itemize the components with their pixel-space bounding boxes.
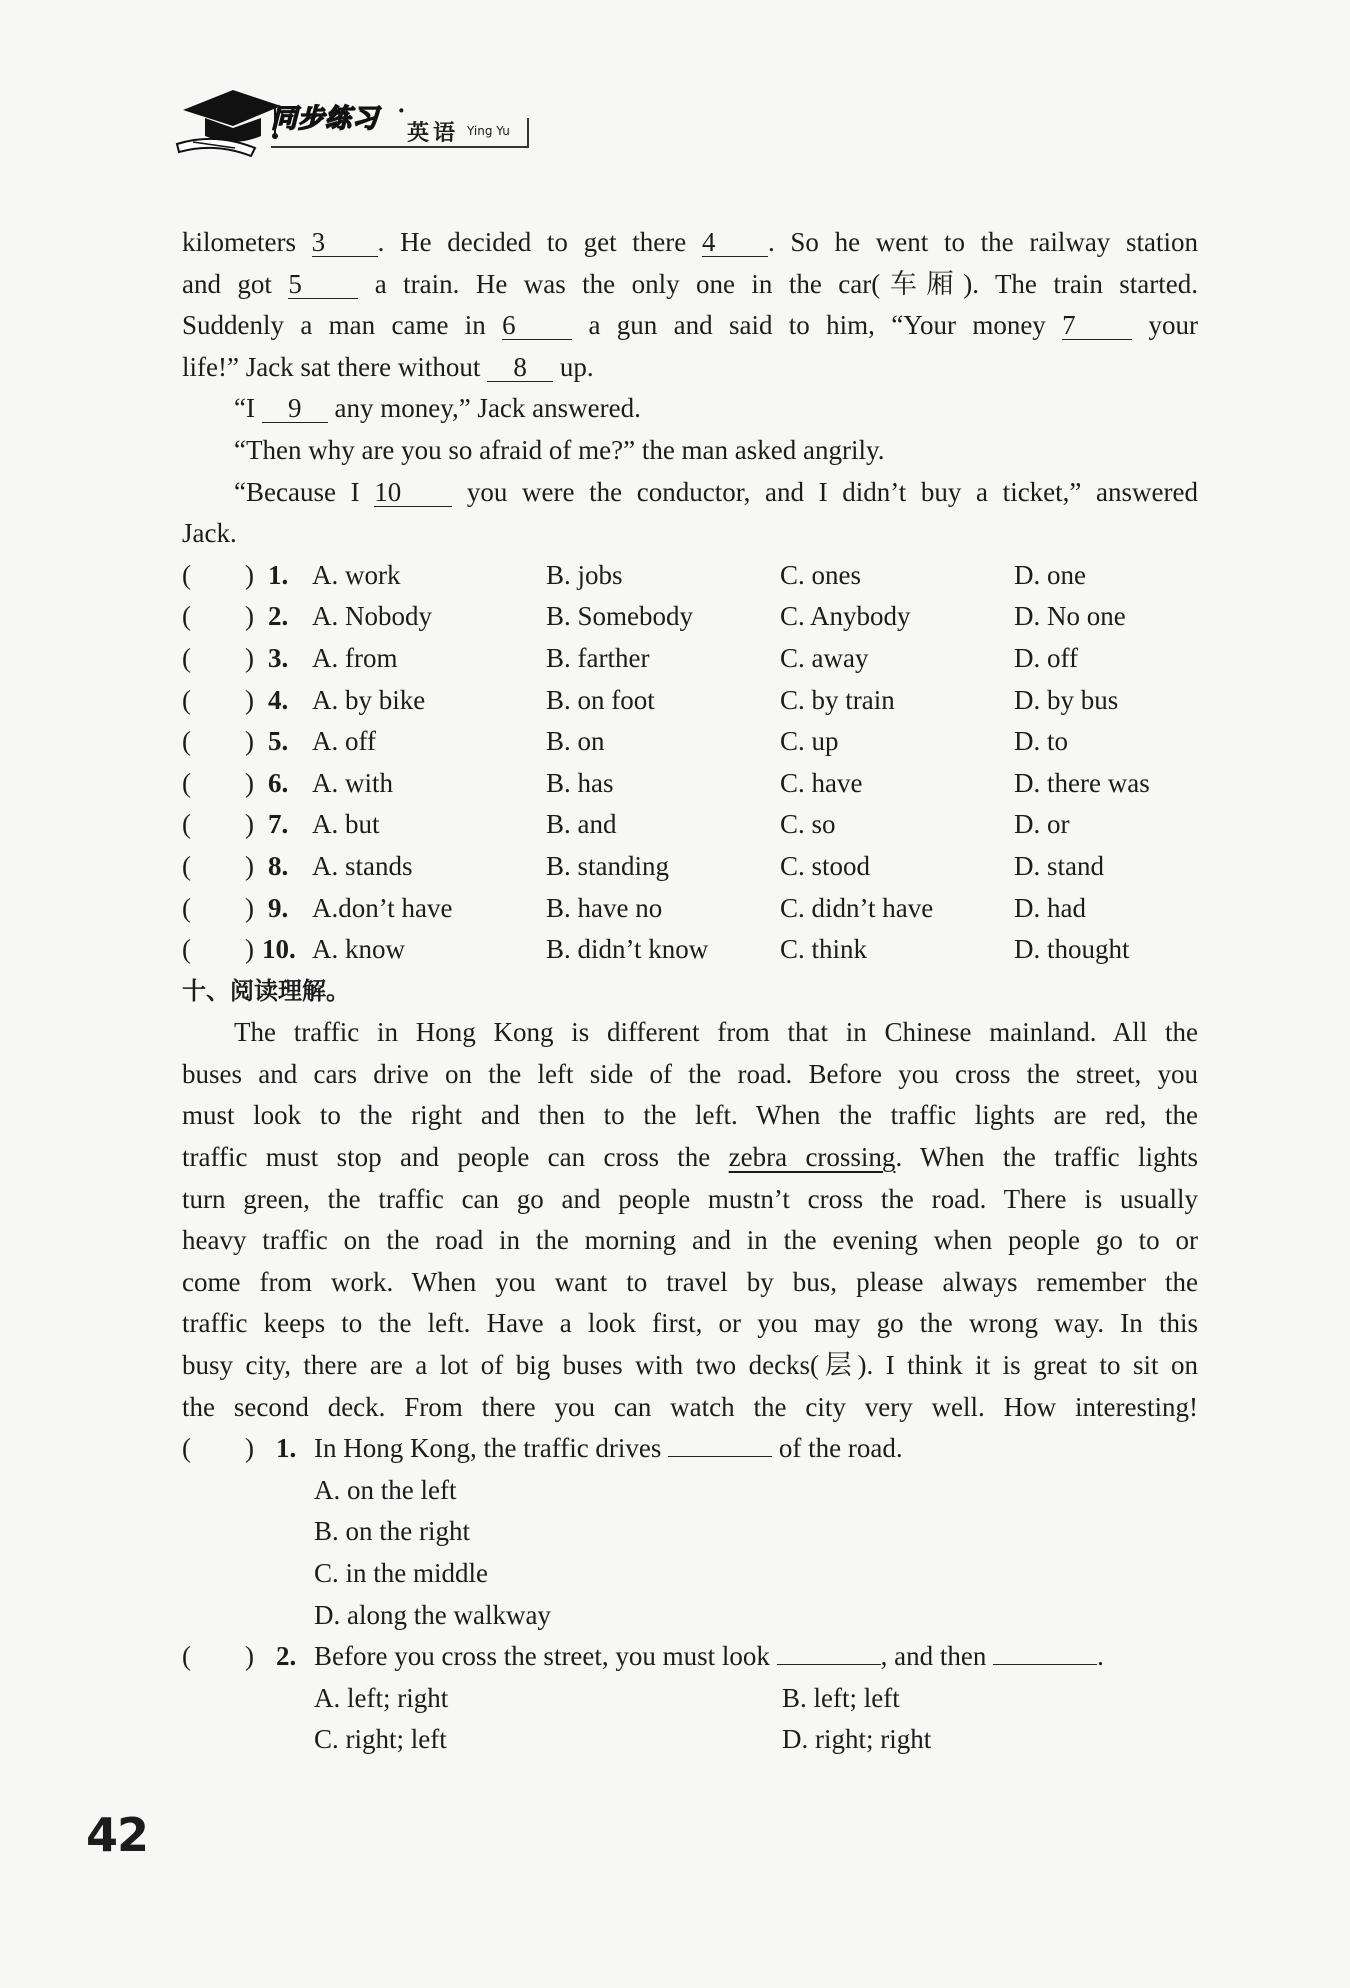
option-b: B. jobs <box>546 559 623 590</box>
option-c: C. by train <box>780 684 895 715</box>
question-number: 2. <box>276 1641 297 1672</box>
answer-paren[interactable]: ( ) <box>182 1433 254 1464</box>
option-d: D. to <box>1014 726 1068 757</box>
passage-line: and got 5 a train. He was the only one in the car(车厢). The train started. <box>182 268 1198 299</box>
blank-7: 7 <box>1062 311 1132 340</box>
blank-4: 4 <box>702 228 768 257</box>
passage-line: heavy traffic on the road in the morning and in the evening when people go to or <box>182 1225 1198 1256</box>
option-d: D. off <box>1014 642 1078 673</box>
passage-line: Suddenly a man came in 6 a gun and said to him, “Your money 7 your <box>182 310 1198 341</box>
option-d: D. by bus <box>1014 684 1119 715</box>
answer-paren[interactable]: ( ) <box>182 850 254 881</box>
passage-line: the second deck. From there you can watch the city very well. How interesting! <box>182 1391 1198 1422</box>
option-row <box>182 638 1198 680</box>
choice-row <box>182 1678 1198 1720</box>
passage-line: turn green, the traffic can go and people mustn’t cross the road. There is usually <box>182 1183 1198 1214</box>
option-b: B. on <box>546 726 605 757</box>
option-row <box>182 846 1198 888</box>
option-c: C. Anybody <box>780 601 911 632</box>
passage-line: traffic must stop and people can cross the zebra crossing. When the traffic lights <box>182 1142 1198 1173</box>
passage-line: buses and cars drive on the left side of the road. Before you cross the street, you <box>182 1058 1198 1089</box>
answer-blank[interactable] <box>668 1430 772 1457</box>
option-row <box>182 763 1198 805</box>
option-d: D. stand <box>1014 850 1104 881</box>
subject-title: 英语 <box>407 121 460 146</box>
reading-question-2 <box>182 1636 1198 1761</box>
option-row <box>182 888 1198 930</box>
answer-blank[interactable] <box>777 1638 881 1665</box>
answer-paren[interactable]: ( ) <box>182 726 254 757</box>
option-a: A. with <box>312 767 393 798</box>
blank-9: 9 <box>262 394 328 423</box>
answer-paren[interactable]: ( ) <box>182 1641 254 1672</box>
answer-paren[interactable]: ( ) <box>182 809 254 840</box>
passage-line: “Then why are you so afraid of me?” the man asked angrily. <box>234 434 885 465</box>
header-dot: · <box>397 96 406 125</box>
option-row <box>182 804 1198 846</box>
option-d: D. No one <box>1014 601 1126 632</box>
answer-paren[interactable]: ( ) <box>182 892 254 923</box>
passage-line: Jack. <box>182 518 237 549</box>
passage-line: life!” Jack sat there without 8 up. <box>182 351 594 382</box>
option-d: D. one <box>1014 559 1086 590</box>
option-d: D. or <box>1014 809 1070 840</box>
graduation-cap-icon <box>175 82 285 162</box>
subject-pinyin: Ying Yu <box>467 124 510 138</box>
option-a: A. work <box>312 559 401 590</box>
option-row <box>182 929 1198 971</box>
choice-d: D. along the walkway <box>314 1599 551 1630</box>
page-header <box>175 82 535 162</box>
choice-b: B. left; left <box>782 1682 900 1713</box>
option-a: A. by bike <box>312 684 426 715</box>
passage-line: busy city, there are a lot of big buses with two decks(层). I think it is great to sit on <box>182 1350 1198 1381</box>
option-c: C. so <box>780 809 836 840</box>
option-c: C. ones <box>780 559 861 590</box>
option-a: A. but <box>312 809 380 840</box>
choice-a: A. left; right <box>314 1682 449 1713</box>
option-a: A. from <box>312 642 398 673</box>
option-row <box>182 596 1198 638</box>
question-number: 9. <box>268 892 289 923</box>
option-b: B. has <box>546 767 614 798</box>
option-d: D. thought <box>1014 934 1130 965</box>
question-stem: ( ) 2. Before you cross the street, you must look , and then . <box>182 1636 1198 1678</box>
option-b: B. didn’t know <box>546 934 709 965</box>
option-b: B. on foot <box>546 684 655 715</box>
option-c: C. stood <box>780 850 871 881</box>
question-number: 6. <box>268 767 289 798</box>
question-number: 8. <box>268 850 289 881</box>
choice-b: B. on the right <box>314 1516 470 1547</box>
question-number: 3. <box>268 642 289 673</box>
answer-paren[interactable]: ( ) <box>182 642 254 673</box>
option-a: A. Nobody <box>312 601 432 632</box>
reading-passage <box>182 1012 1198 1428</box>
option-a: A. stands <box>312 850 413 881</box>
cloze-options <box>182 555 1198 971</box>
option-c: C. up <box>780 726 839 757</box>
section-title: 十、阅读理解。 <box>182 976 350 1005</box>
option-c: C. away <box>780 642 869 673</box>
passage-line: “Because I 10 you were the conductor, and I didn’t buy a ticket,” answered <box>234 476 1198 507</box>
answer-blank[interactable] <box>993 1638 1097 1665</box>
option-a: A. know <box>312 934 405 965</box>
header-rule <box>271 146 529 148</box>
option-b: B. standing <box>546 850 670 881</box>
option-d: D. there was <box>1014 767 1150 798</box>
choice-a: A. on the left <box>314 1474 457 1505</box>
question-number: 1. <box>268 559 289 590</box>
option-b: B. Somebody <box>546 601 694 632</box>
page-content <box>182 222 1198 1761</box>
blank-3: 3 <box>312 228 378 257</box>
series-title: 同步练习 <box>271 104 380 134</box>
choice-c: C. in the middle <box>314 1558 488 1588</box>
option-row <box>182 680 1198 722</box>
option-b: B. have no <box>546 892 663 923</box>
question-number: 1. <box>276 1433 297 1464</box>
question-number: 7. <box>268 809 289 840</box>
option-row <box>182 555 1198 597</box>
blank-8: 8 <box>487 353 553 382</box>
choice-row <box>182 1719 1198 1761</box>
option-b: B. and <box>546 809 617 840</box>
passage-line: kilometers 3 . He decided to get there 4 . So he went to the railway station <box>182 227 1198 257</box>
header-rule-end <box>527 118 529 148</box>
answer-paren[interactable]: ( ) <box>182 934 254 965</box>
option-c: C. have <box>780 767 863 798</box>
blank-6: 6 <box>502 311 572 340</box>
answer-paren[interactable]: ( ) <box>182 559 254 590</box>
question-number: 2. <box>268 601 289 632</box>
option-a: A. off <box>312 726 376 757</box>
underlined-term: zebra crossing <box>728 1142 896 1173</box>
option-c: C. didn’t have <box>780 892 934 923</box>
question-number: 4. <box>268 684 289 715</box>
option-a: A.don’t have <box>312 892 453 923</box>
page-number: 42 <box>86 1808 149 1862</box>
option-b: B. farther <box>546 642 650 673</box>
blank-10: 10 <box>374 478 452 507</box>
passage-line: come from work. When you want to travel by bus, please always remember the <box>182 1266 1198 1297</box>
passage-line: traffic keeps to the left. Have a look first, or you may go the wrong way. In this <box>182 1308 1198 1339</box>
passage-line: must look to the right and then to the left. When the traffic lights are red, the <box>182 1100 1198 1131</box>
question-number: 5. <box>268 726 289 757</box>
reading-question-1 <box>182 1428 1198 1636</box>
choice-c: C. right; left <box>314 1724 447 1755</box>
cloze-passage <box>182 222 1198 555</box>
answer-paren[interactable]: ( ) <box>182 684 254 715</box>
question-number: 10. <box>262 934 296 965</box>
question-stem: ( ) 1. In Hong Kong, the traffic drives of the road. <box>182 1428 1198 1470</box>
answer-paren[interactable]: ( ) <box>182 601 254 632</box>
blank-5: 5 <box>288 270 358 299</box>
option-d: D. had <box>1014 892 1086 923</box>
option-c: C. think <box>780 934 868 965</box>
answer-paren[interactable]: ( ) <box>182 767 254 798</box>
option-row <box>182 721 1198 763</box>
passage-line: “I 9 any money,” Jack answered. <box>234 393 641 424</box>
choice-d: D. right; right <box>782 1724 932 1755</box>
passage-line: The traffic in Hong Kong is different from that in Chinese mainland. All the <box>234 1017 1198 1048</box>
